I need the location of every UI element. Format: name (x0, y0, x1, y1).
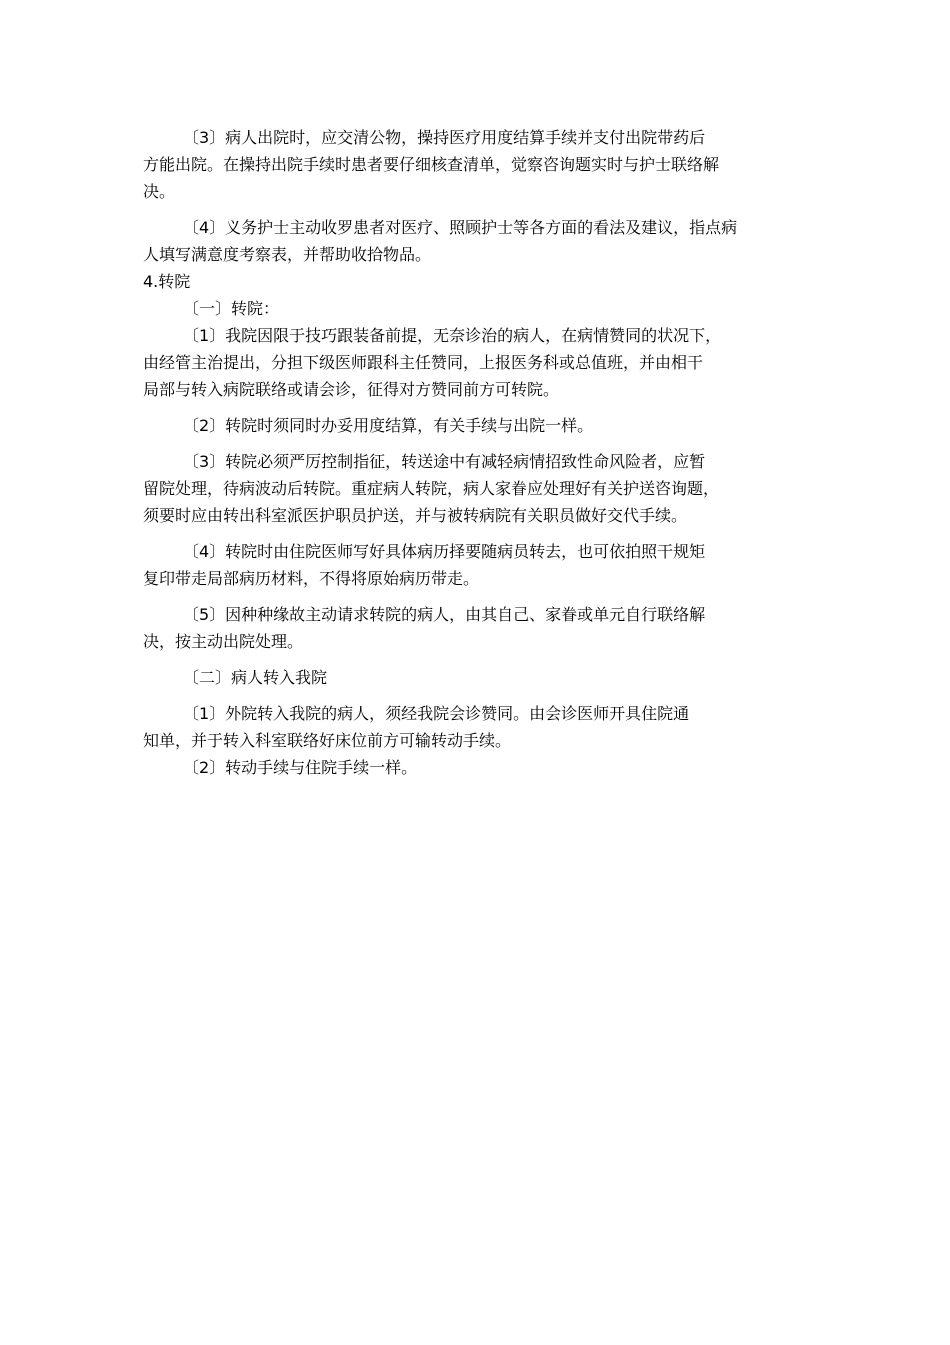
text-line: 〔1〕我院因限于技巧跟装备前提，无奈诊治的病人，在病情赞同的状况下， (183, 326, 722, 345)
paragraph-transfer-1 (143, 322, 808, 403)
heading-text: 4.转院 (143, 272, 191, 291)
heading-text: 〔二〕病人转入我院 (183, 668, 328, 687)
section-heading-transfer (143, 268, 808, 295)
text-line: 〔4〕转院时由住院医师写好具体病历择要随病员转去，也可依拍照干规矩 (183, 542, 706, 561)
text-line: 〔2〕转动手续与住院手续一样。 (183, 758, 418, 777)
text-line: 知单，并于转入科室联络好床位前方可输转动手续。 (143, 731, 512, 750)
text-line: 方能出院。在操持出院手续时患者要仔细核查清单，觉察咨询题实时与护士联络解 (143, 155, 720, 174)
text-line: 复印带走局部病历材料，不得将原始病历带走。 (143, 569, 480, 588)
paragraph-transfer-in-1 (143, 700, 808, 754)
text-line: 〔3〕转院必须严厉控制指征，转送途中有减轻病情招致性命风险者，应暂 (183, 452, 706, 471)
subsection-heading-transfer-in (143, 664, 808, 691)
document-body (143, 124, 808, 781)
heading-text: 〔一〕转院： (183, 299, 280, 318)
paragraph-discharge-3 (143, 124, 808, 205)
text-line: 〔5〕因种种缘故主动请求转院的病人，由其自己、家眷或单元自行联络解 (183, 605, 706, 624)
paragraph-transfer-in-2 (143, 754, 808, 781)
text-line: 决。 (143, 182, 176, 201)
text-line: 须要时应由转出科室派医护职员护送，并与被转病院有关职员做好交代手续。 (143, 506, 688, 525)
paragraph-transfer-4 (143, 538, 808, 592)
text-line: 局部与转入病院联络或请会诊，征得对方赞同前方可转院。 (143, 380, 560, 399)
paragraph-transfer-2 (143, 412, 808, 439)
paragraph-discharge-4 (143, 214, 808, 268)
text-line: 留院处理，待病波动后转院。重症病人转院，病人家眷应处理好有关护送咨询题， (143, 479, 720, 498)
text-line: 决，按主动出院处理。 (143, 632, 304, 651)
text-line: 〔4〕义务护士主动收罗患者对医疗、照顾护士等各方面的看法及建议，指点病 (183, 218, 738, 237)
paragraph-transfer-5 (143, 601, 808, 655)
text-line: 人填写满意度考察表，并帮助收拾物品。 (143, 245, 432, 264)
text-line: 由经管主治提出，分担下级医师跟科主任赞同，上报医务科或总值班，并由相干 (143, 353, 704, 372)
paragraph-transfer-3 (143, 448, 808, 529)
text-line: 〔1〕外院转入我院的病人，须经我院会诊赞同。由会诊医师开具住院通 (183, 704, 690, 723)
subsection-heading-transfer-out (143, 295, 808, 322)
text-line: 〔2〕转院时须同时办妥用度结算，有关手续与出院一样。 (183, 416, 594, 435)
text-line: 〔3〕病人出院时，应交清公物，操持医疗用度结算手续并支付出院带药后 (183, 128, 706, 147)
